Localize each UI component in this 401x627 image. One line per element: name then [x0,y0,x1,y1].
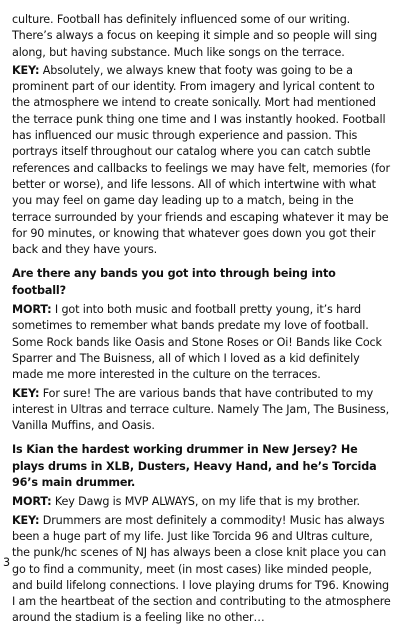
question-football-bands: Are there any bands you got into through being into football? [12,267,336,297]
answer-key-3 [12,513,393,627]
speaker-mort: MORT: [12,495,52,509]
speaker-key: KEY: [12,63,40,77]
speaker-key: KEY: [12,513,40,527]
answer-text: I got into both music and football pretty young, it’s hard sometimes to remember what bands predate my love of football. Some Rock bands like Oasis and Stone Roses or Oi! Bands like Cock Sparrer and The Buisness, all of which I loved as a kid definitely made me more interested in the culture on the terraces. [12,303,382,382]
speaker-mort: MORT: [12,303,52,317]
answer-text: Drummers are most definitely a commodity! Music has always been a huge part of my life. Just like Torcida 96 and Ultras culture, the punk/hc scenes of NJ has always been a close knit place you can go to find a community, meet (in most cases) like minded people, and build lifelong connections. I love playing drums for T96. Knowing I am the heartbeat of the section and contributing to the atmosphere around the stadium is a feeling like no other… [12,513,391,625]
question-hardest-drummer: Is Kian the hardest working drummer in New Jersey? He plays drums in XLB, Dusters, Heavy Hand, and he’s Torcida 96’s main drummer. [12,443,377,490]
speaker-key: KEY: [12,386,40,400]
answer-text: Absolutely, we always knew that footy was going to be a prominent part of our identity. From imagery and lyrical content to the atmosphere we intend to create sonically. Mort had mentioned the terrace punk thing one time and I was instantly hooked. Football has influenced our music through experience and passion. This portrays itself throughout our catalog where you can catch subtle references and callbacks to feelings we may have felt, memories (for better or worse), and life lessons. All of which intertwine with what you may feel on game day leading up to a match, being in the terrace surrounded by your friends and escaping whatever it may be for 90 minutes, or knowing that whatever goes down you got their back and they have yours. [12,63,390,257]
answer-text: For sure! The are various bands that have contributed to my interest in Ultras and terrace culture. Namely The Jam, The Business, Vanilla Muffins, and Oasis. [12,386,389,433]
answer-mort-2 [12,302,393,383]
page-number: 3 [3,556,11,569]
intro-paragraph: culture. Football has definitely influenced some of our writing. There’s always a focus on keeping it simple and so people will sing along, but having substance. Much like songs on the terrace. [12,13,378,59]
answer-text: Key Dawg is MVP ALWAYS, on my life that is my brother. [51,495,360,509]
answer-key-1 [12,63,393,259]
answer-mort-3 [12,494,393,510]
document-page [12,12,393,627]
answer-key-2 [12,386,393,435]
